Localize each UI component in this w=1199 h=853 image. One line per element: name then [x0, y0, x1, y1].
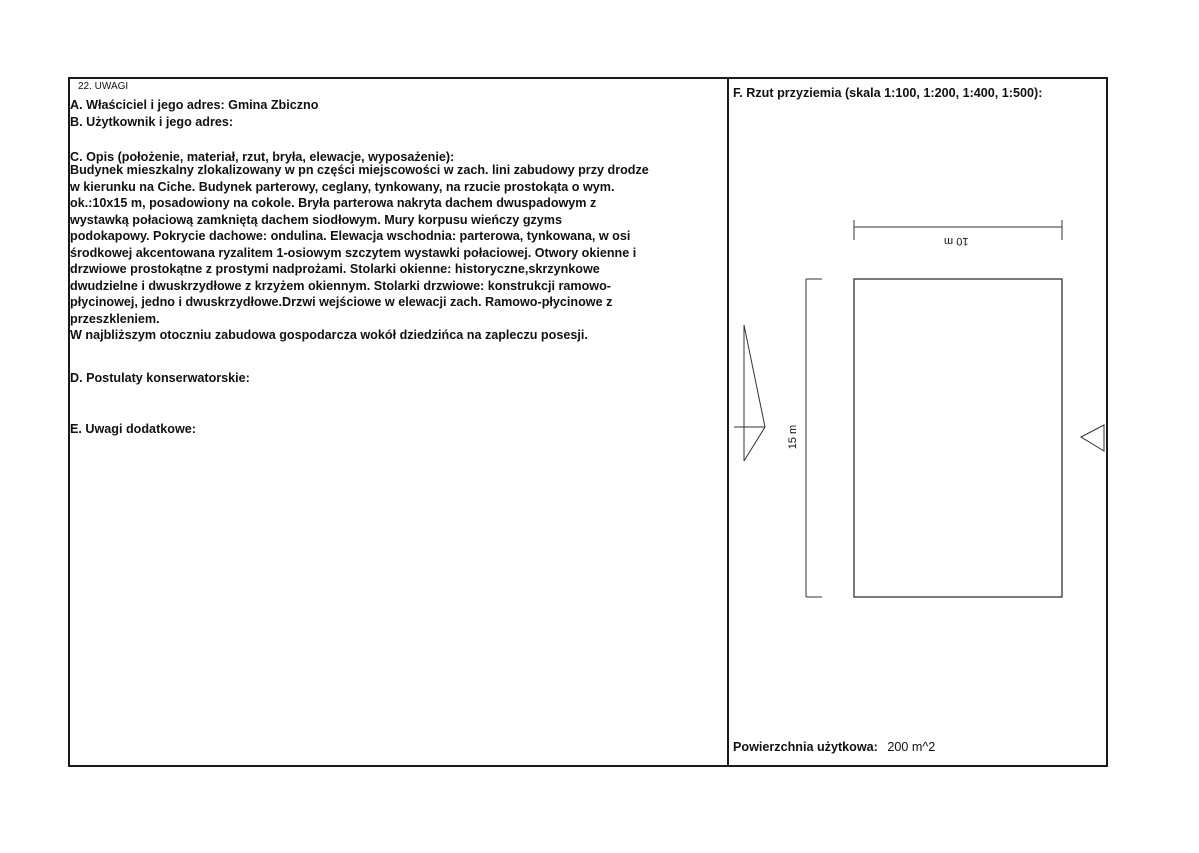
description-line: środkowej akcentowana ryzalitem 1-osiowym szczytem wystawki połaciowej. Otwory okienne i	[70, 245, 637, 260]
description-line: dwudzielne i dwuskrzydłowe z krzyżem okiennym. Stolarki drzwiowe: konstrukcji ramowo-	[70, 278, 611, 293]
description-line: w kierunku na Ciche. Budynek parterowy, ceglany, tynkowany, na rzucie prostokąta o wym.	[70, 179, 615, 194]
description-line: płycinowej, jedno i dwuskrzydłowe.Drzwi wejściowe w elewacji zach. Ramowo-płycinowe z	[70, 295, 613, 309]
description-line: W najbliższym otoczniu zabudowa gospodarcza wokół dziedzińca na zapleczu posesji.	[70, 328, 588, 342]
description-header: C. Opis (położenie, materiał, rzut, bryła, elewacje, wyposażenie):	[70, 150, 455, 164]
building-outline	[854, 279, 1062, 597]
plan-title: F. Rzut przyziemia (skala 1:100, 1:200, 1:400, 1:500):	[733, 86, 1043, 100]
north-arrow-edge	[744, 325, 765, 427]
owner-line: A. Właściciel i jego adres: Gmina Zbiczno	[70, 98, 319, 112]
floor-plan-drawing	[729, 79, 1106, 765]
description-text	[70, 162, 725, 344]
floor-plan-panel	[729, 79, 1106, 765]
usable-area	[733, 740, 935, 754]
usable-area-label: Powierzchnia użytkowa:	[733, 740, 878, 754]
description-line: podokapowy. Pokrycie dachowe: ondulina. Elewacja wschodnia: parterowa, tynkowana, w osi	[70, 229, 631, 243]
north-arrow-edge	[744, 427, 765, 461]
additional-notes: E. Uwagi dodatkowe:	[70, 422, 196, 436]
description-line: przeszkleniem.	[70, 311, 160, 326]
width-dimension-label: 10 m	[944, 235, 969, 247]
remarks-panel	[70, 79, 725, 765]
length-dimension-label: 15 m	[787, 424, 800, 450]
conservation-postulates: D. Postulaty konserwatorskie:	[70, 371, 250, 385]
description-line: Budynek mieszkalny zlokalizowany w pn części miejscowości w zach. lini zabudowy przy drodze	[70, 163, 649, 177]
description-line: wystawką połaciową zamkniętą dachem siodłowym. Mury korpusu wieńczy gzyms	[70, 212, 563, 227]
description-line: drzwiowe prostokątne z prostymi nadprożami. Stolarki okienne: historyczne,skrzynkowe	[70, 262, 600, 276]
user-line: B. Użytkownik i jego adres:	[70, 115, 234, 129]
usable-area-value: 200 m^2	[887, 740, 936, 754]
description-line: ok.:10x15 m, posadowiony na cokole. Bryła parterowa nakryta dachem dwuspadowym z	[70, 196, 597, 210]
entrance-marker	[1081, 425, 1104, 451]
section-number: 22. UWAGI	[78, 81, 129, 92]
